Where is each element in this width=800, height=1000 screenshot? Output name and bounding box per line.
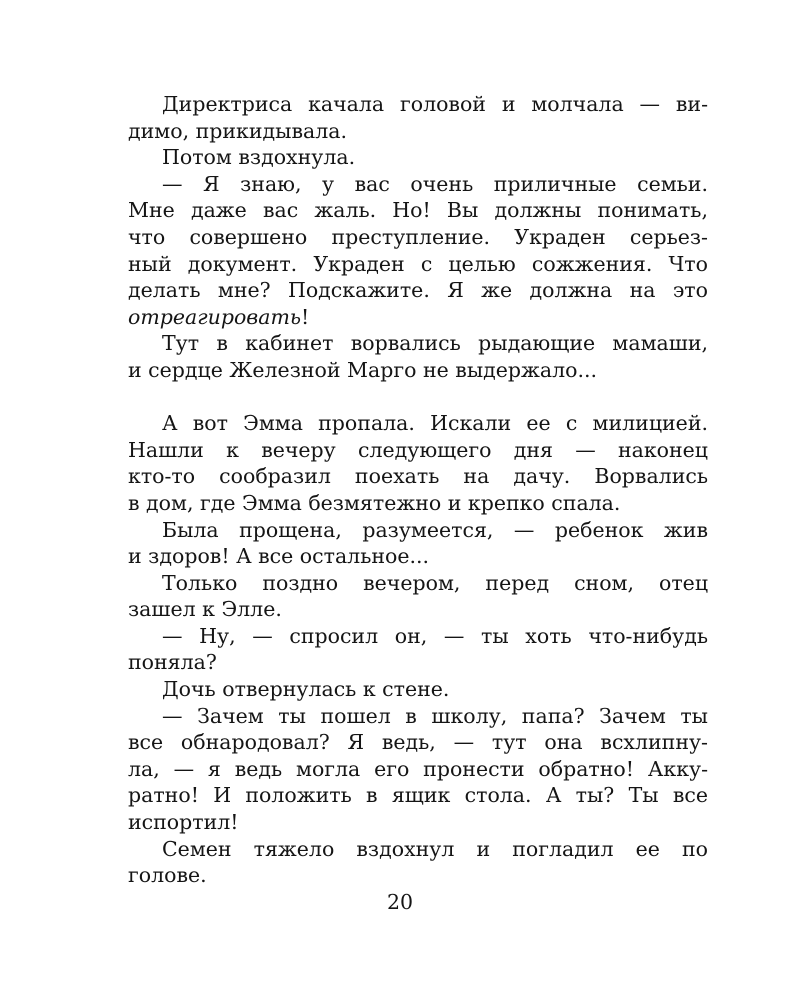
text-line: Тут в кабинет ворвались рыдающие мамаши, [162, 331, 708, 356]
text-line: Только поздно вечером, перед сном, отец [162, 570, 708, 595]
text-line: Была прощена, разумеется, — ребенок жив [162, 517, 708, 542]
text-line: кто-то сообразил поехать на дачу. Ворвались [128, 464, 708, 489]
text-line: поняла? [128, 650, 217, 675]
text-line: голове. [128, 863, 207, 888]
text-line: димо, прикидывала. [128, 118, 347, 143]
text-line: и здоров! А все остальное... [128, 544, 430, 569]
text-line: все обнародовал? Я ведь, — тут она всхлипну- [128, 730, 708, 755]
italic-word: отреагировать [128, 304, 302, 329]
text-line: ратно! И положить в ящик стола. А ты? Ты все [128, 783, 708, 808]
text-line: в дом, где Эмма безмятежно и крепко спала. [128, 490, 621, 515]
section-break [128, 384, 708, 411]
text-line [128, 304, 708, 331]
text-line: и сердце Железной Марго не выдержало... [128, 357, 598, 382]
page-number: 20 [386, 890, 414, 914]
text-line: делать мне? Подскажите. Я же должна на это [128, 278, 708, 303]
exclamation-mark: ! [301, 304, 310, 329]
text-line: зашел к Элле. [128, 597, 282, 622]
text-line: ный документ. Украден с целью сожжения. Что [128, 251, 708, 276]
text-line: Директриса качала головой и молчала — ви- [162, 92, 708, 116]
text-line: Потом вздохнула. [162, 145, 356, 170]
text-line: испортил! [128, 810, 239, 835]
text-line: А вот Эмма пропала. Искали ее с милицией. [162, 411, 708, 436]
text-line: Нашли к вечеру следующего дня — наконец [128, 437, 708, 462]
body-text [128, 91, 708, 889]
text-line: — Ну, — спросил он, — ты хоть что-нибудь [162, 623, 708, 648]
text-line: — Зачем ты пошел в школу, папа? Зачем ты [162, 703, 708, 728]
text-line: — Я знаю, у вас очень приличные семьи. [162, 171, 708, 196]
text-line: ла, — я ведь могла его пронести обратно! Акку- [128, 756, 708, 781]
text-line: Дочь отвернулась к стене. [162, 677, 450, 702]
text-line: что совершено преступление. Украден серьез- [128, 224, 708, 249]
text-line: Семен тяжело вздохнул и погладил ее по [162, 836, 708, 861]
text-line: Мне даже вас жаль. Но! Вы должны понимать, [128, 198, 708, 223]
